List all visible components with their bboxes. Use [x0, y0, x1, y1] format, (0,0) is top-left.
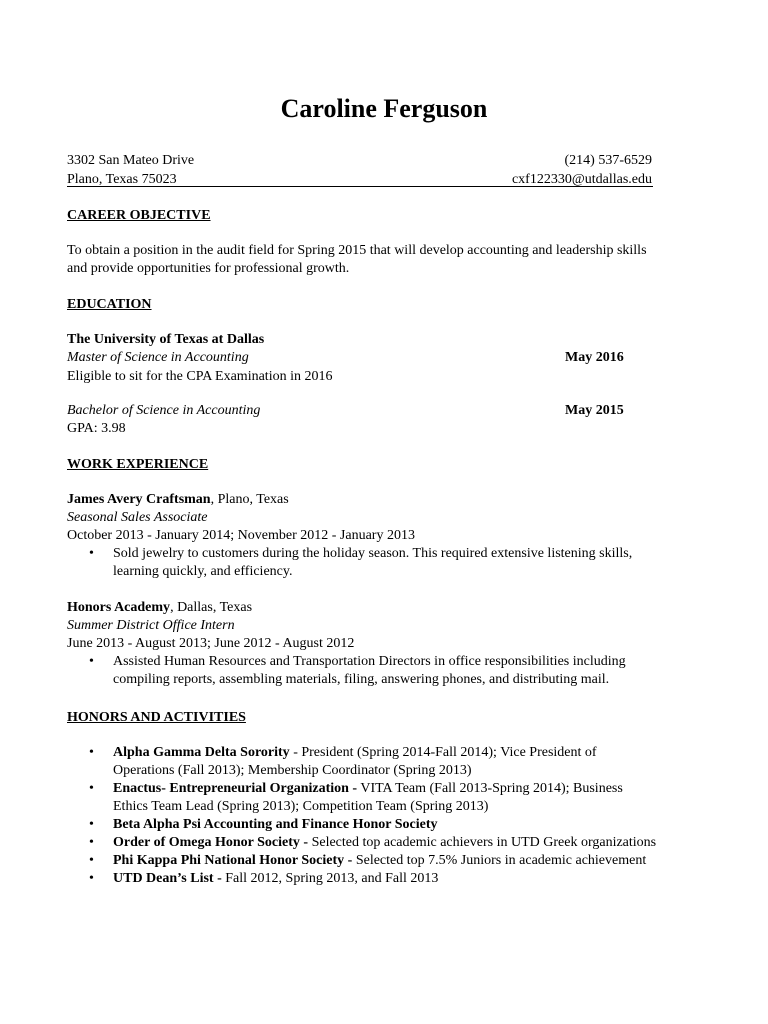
- job-bullet: • Sold jewelry to customers during the holiday season. This required extensive listening skills, learning quickly, and efficiency.: [67, 545, 687, 581]
- candidate-name: Caroline Ferguson: [280, 94, 488, 123]
- job-entry: [67, 599, 687, 689]
- degree-bachelors-date: May 2015: [565, 403, 624, 418]
- degree-bachelors: Bachelor of Science in Accounting: [67, 403, 261, 418]
- gpa: GPA: 3.98: [67, 421, 126, 436]
- education-heading: EDUCATION: [67, 297, 152, 312]
- header-divider: [67, 186, 653, 187]
- job-employer-line: [67, 599, 687, 617]
- honors-list: [67, 744, 707, 888]
- honors-item: • Enactus- Entrepreneurial Organization - VITA Team (Fall 2013-Spring 2014); Business Ethics Team Lead (Spring 2013); Competition Team (Spring 2013): [67, 780, 707, 816]
- job-employer-line: [67, 491, 687, 509]
- objective-text-line2: and provide opportunities for professional growth.: [67, 261, 350, 276]
- job-bullets: [67, 653, 687, 689]
- job-title: Summer District Office Intern: [67, 618, 235, 633]
- job-entry: [67, 491, 687, 581]
- job-dates: June 2013 - August 2013; June 2012 - August 2012: [67, 636, 355, 651]
- school-name: The University of Texas at Dallas: [67, 332, 265, 347]
- work-heading: WORK EXPERIENCE: [67, 457, 209, 472]
- degree-masters-date: May 2016: [565, 350, 624, 365]
- objective-heading: CAREER OBJECTIVE: [67, 208, 211, 223]
- job-title: Seasonal Sales Associate: [67, 510, 208, 525]
- honors-heading: HONORS AND ACTIVITIES: [67, 710, 246, 725]
- honors-item: • Beta Alpha Psi Accounting and Finance Honor Society: [67, 816, 707, 834]
- honors-item: • Alpha Gamma Delta Sorority - President (Spring 2014-Fall 2014); Vice President of Operations (Fall 2013); Membership Coordinator (Spring 2013): [67, 744, 707, 780]
- job-location: , Plano, Texas: [210, 492, 289, 507]
- cpa-eligibility: Eligible to sit for the CPA Examination in 2016: [67, 369, 333, 384]
- honors-item: • Order of Omega Honor Society - Selected top academic achievers in UTD Greek organizations: [67, 834, 707, 852]
- job-employer: Honors Academy: [67, 600, 171, 615]
- degree-masters: Master of Science in Accounting: [67, 350, 249, 365]
- address-line2: Plano, Texas 75023: [67, 172, 177, 187]
- job-bullet: • Assisted Human Resources and Transportation Directors in office responsibilities including compiling reports, assembling materials, filing, answering phones, and distributing mail.: [67, 653, 687, 689]
- honors-item: • Phi Kappa Phi National Honor Society - Selected top 7.5% Juniors in academic achievement: [67, 852, 707, 870]
- job-location: , Dallas, Texas: [170, 600, 253, 615]
- objective-text-line1: To obtain a position in the audit field for Spring 2015 that will develop accounting and leadership skills: [67, 243, 647, 258]
- job-bullets: [67, 545, 687, 581]
- job-employer: James Avery Craftsman: [67, 492, 211, 507]
- phone-number: (214) 537-6529: [564, 153, 652, 168]
- honors-item: • UTD Dean’s List - Fall 2012, Spring 2013, and Fall 2013: [67, 870, 707, 888]
- address-line1: 3302 San Mateo Drive: [67, 153, 195, 168]
- job-dates: October 2013 - January 2014; November 2012 - January 2013: [67, 528, 415, 543]
- email-address: cxf122330@utdallas.edu: [511, 172, 652, 187]
